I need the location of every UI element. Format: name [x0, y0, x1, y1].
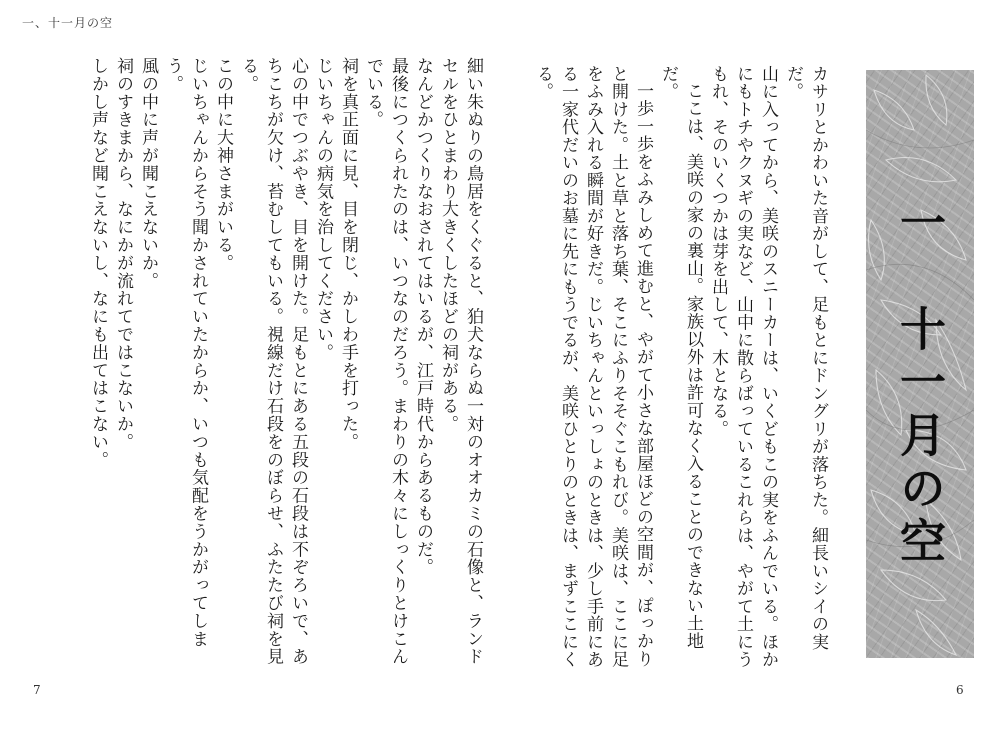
paragraph: 心の中でつぶやき、目を開けた。足もとにある五段の石段は不ぞろいで、あちこちが欠け、苔むしてもいる。視線だけ石段をのぼらせ、ふたたび祠を見る。: [238, 57, 308, 666]
right-page-body: [530, 65, 830, 670]
paragraph: この中に大神さまがいる。: [213, 57, 233, 272]
page-number-right: 6: [956, 683, 964, 697]
running-head: 一、十一月の空: [22, 16, 114, 30]
paragraph: じいちゃんからそう聞かされていたからか、いつも気配をうかがってしまう。: [163, 57, 208, 648]
chapter-title: 一 十一月の空: [893, 198, 947, 570]
paragraph: 祠を真正面に見、目を閉じ、かしわ手を打った。: [338, 57, 358, 451]
paragraph: 祠のすきまから、なにかが流れてではこないか。: [113, 57, 133, 451]
paragraph: 細い朱ぬりの鳥居をくぐると、狛犬ならぬ一対のオオカミの石像と、ランドセルをひとまわり大きくしたほどの祠がある。: [438, 57, 483, 666]
right-page: [520, 57, 830, 677]
paragraph: 山に入ってから、美咲のスニーカーは、いくどもこの実をふんでいる。ほかにもトチやクヌギの実など、山中に散らばっているこれらは、やがて土にうもれ、そのいくつかは芽を出して、木となる。: [708, 65, 778, 669]
chapter-title-panel: [866, 70, 974, 658]
page-number-left: 7: [33, 683, 41, 697]
paragraph: なんどかつくりなおされてはいるが、江戸時代からあるものだ。: [413, 57, 433, 577]
paragraph: しかし声など聞こえないし、なにも出てはこない。: [88, 57, 108, 469]
left-page-body: [85, 57, 485, 677]
paragraph: カサリとかわいた音がして、足もとにドングリが落ちた。細長いシイの実だ。: [783, 65, 828, 651]
paragraph: じいちゃんの病気を治してください。: [313, 57, 333, 362]
paragraph: 一歩一歩をふみしめて進むと、やがて小さな部屋ほどの空間が、ぽっかりと開けた。土と草と落ち葉、そこにふりそそぐこもれび。美咲は、ここに足をふみ入れる瞬間が好きだ。じいちゃんといっしょのときは、少し手前にある一家代だいのお墓に先にもうでるが、美咲ひとりのときは、まずここにくる。: [533, 65, 653, 669]
paragraph: 風の中に声が聞こえないか。: [138, 57, 158, 290]
paragraph: ここは、美咲の家の裏山。家族以外は許可なく入ることのできない土地だ。: [658, 65, 703, 650]
left-page: [10, 57, 485, 677]
paragraph: 最後につくられたのは、いつなのだろう。まわりの木々にしっくりとけこんでいる。: [363, 57, 408, 666]
